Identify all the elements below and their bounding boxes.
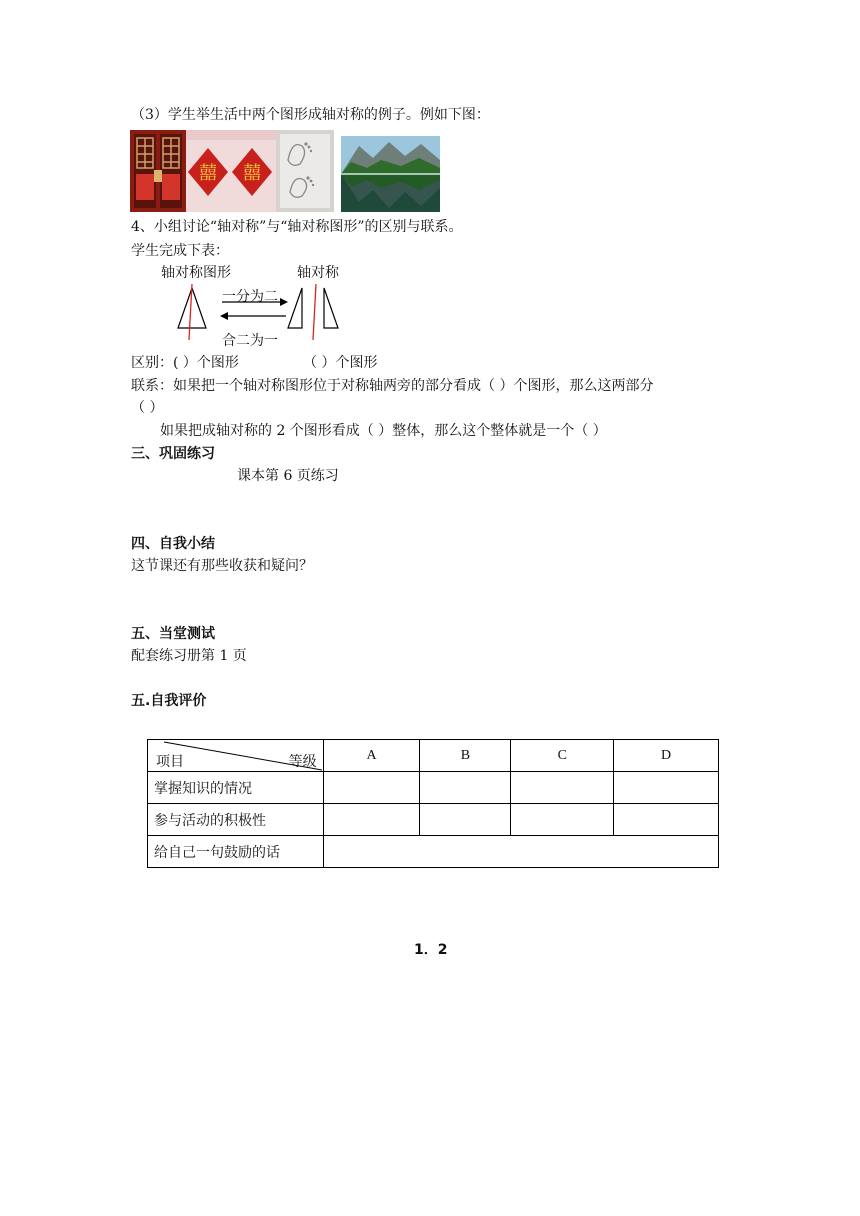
cell-b[interactable] xyxy=(420,772,511,804)
row-label-knowledge: 掌握知识的情况 xyxy=(148,772,324,804)
right-half-triangle xyxy=(324,288,338,328)
header-grade-label: 等级 xyxy=(288,754,317,770)
connection-line-2: （ ） xyxy=(131,400,164,416)
question-4-text: 4、小组讨论“轴对称”与“轴对称图形”的区别与联系。 xyxy=(131,219,463,235)
table-row xyxy=(148,804,719,836)
grade-header-c: C xyxy=(511,740,614,772)
grade-header-a: A xyxy=(323,740,420,772)
mountain-lake-image xyxy=(341,136,440,212)
arrow-left-head xyxy=(220,312,228,320)
cell-c[interactable] xyxy=(511,772,614,804)
footprints-drawing xyxy=(276,130,334,212)
grade-header-b: B xyxy=(420,740,511,772)
cell-a[interactable] xyxy=(323,772,420,804)
label-axial-figure: 轴对称图形 xyxy=(161,265,231,281)
self-evaluation-title: 五.自我评价 xyxy=(131,693,207,709)
difference-line-2: （ ）个图形 xyxy=(303,355,378,371)
difference-line: 区别：( ）个图形 xyxy=(131,355,239,371)
label-split: 一分为二 xyxy=(222,289,278,305)
red-axis-right xyxy=(313,284,316,340)
row-label-encouragement: 给自己一句鼓励的话 xyxy=(148,836,324,868)
connection-line-3: 如果把成轴对称的 2 个图形看成（ ）整体，那么这个整体就是一个（ ） xyxy=(160,423,607,439)
label-axial-symmetry: 轴对称 xyxy=(297,265,339,281)
table-row xyxy=(148,772,719,804)
question-3-text: （3）学生举生活中两个图形成轴对称的例子。例如下图： xyxy=(131,107,490,123)
mountain-lake-scene xyxy=(341,136,440,212)
table-header-row xyxy=(148,740,719,772)
label-merge: 合二为一 xyxy=(222,333,278,349)
cell-b[interactable] xyxy=(420,804,511,836)
double-happiness-image xyxy=(186,130,276,212)
xi-char-left: 囍 xyxy=(199,163,217,184)
row-label-participation: 参与活动的积极性 xyxy=(148,804,324,836)
symmetry-diagram xyxy=(170,282,350,342)
section-5-body: 配套练习册第 1 页 xyxy=(131,648,247,664)
section-4-title: 四、自我小结 xyxy=(131,536,215,552)
diagonal-header-cell xyxy=(148,740,324,772)
footprints-image xyxy=(276,130,334,212)
door-image xyxy=(130,130,186,212)
xi-char-right: 囍 xyxy=(243,163,261,184)
section-3-body: 课本第 6 页练习 xyxy=(237,468,339,484)
table-row xyxy=(148,836,719,868)
cell-c[interactable] xyxy=(511,804,614,836)
grade-header-d: D xyxy=(614,740,719,772)
arrow-right-head xyxy=(280,298,288,306)
table-intro: 学生完成下表： xyxy=(131,243,229,259)
door-pattern xyxy=(130,130,186,212)
cell-d[interactable] xyxy=(614,772,719,804)
section-5-title: 五、当堂测试 xyxy=(131,626,215,642)
self-evaluation-table xyxy=(147,739,719,868)
connection-line-1: 联系：如果把一个轴对称图形位于对称轴两旁的部分看成（ ）个图形，那么这两部分 xyxy=(131,378,654,394)
cell-a[interactable] xyxy=(323,804,420,836)
cell-d[interactable] xyxy=(614,804,719,836)
section-4-body: 这节课还有那些收获和疑问？ xyxy=(131,558,313,574)
section-3-title: 三、巩固练习 xyxy=(131,446,215,462)
left-half-triangle xyxy=(288,288,302,328)
page-number: 1．2 xyxy=(414,942,448,958)
diamond-xi-pattern xyxy=(186,130,276,212)
header-item-label: 项目 xyxy=(156,754,184,770)
encouragement-cell[interactable] xyxy=(323,836,718,868)
